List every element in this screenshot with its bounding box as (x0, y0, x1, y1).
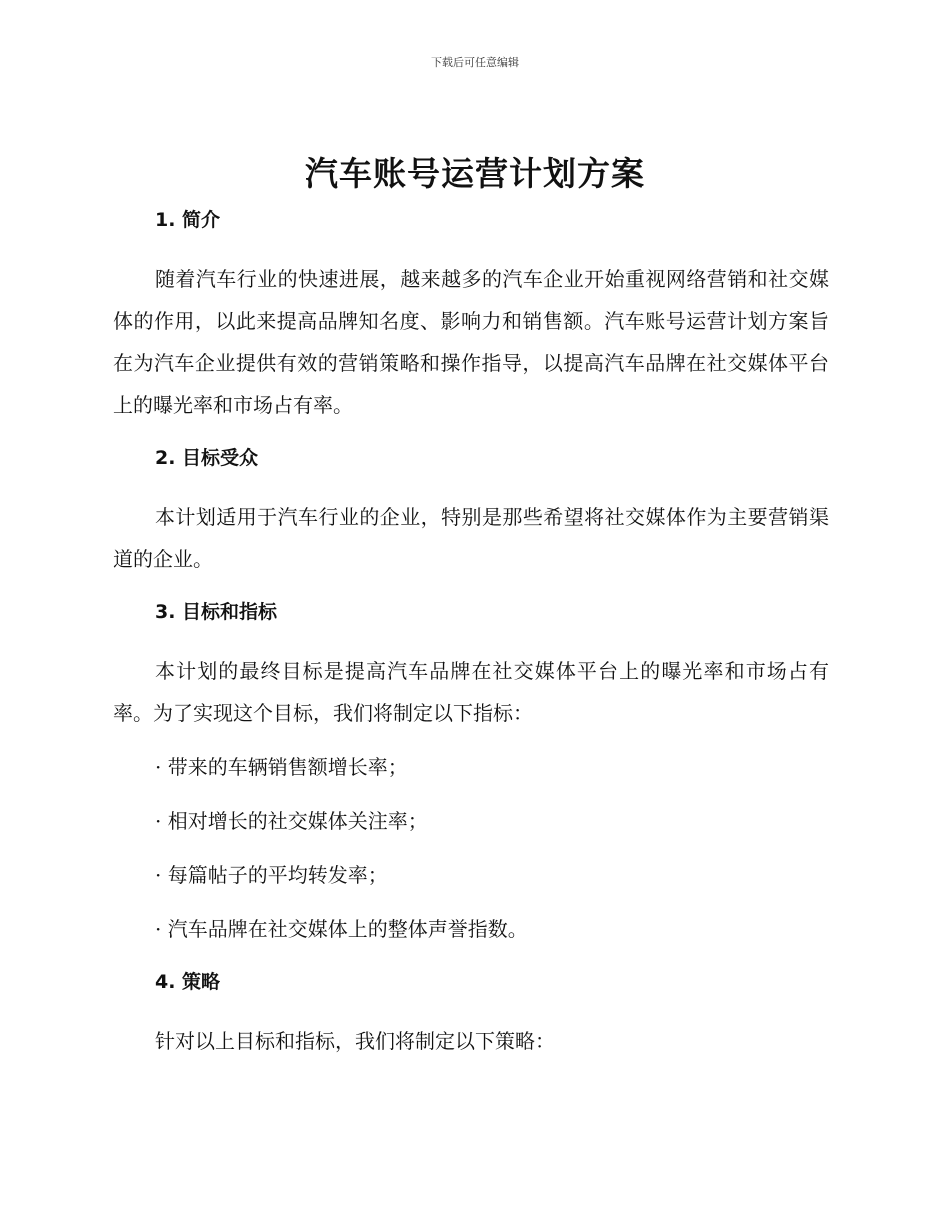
paragraph: 本计划的最终目标是提高汽车品牌在社交媒体平台上的曝光率和市场占有率。为了实现这个目标，我们将制定以下指标： (113, 659, 829, 725)
paragraph: 本计划适用于汽车行业的企业，特别是那些希望将社交媒体作为主要营销渠道的企业。 (113, 505, 829, 571)
section-heading: 1. 简介 (155, 209, 221, 231)
bullet-item: · 每篇帖子的平均转发率； (155, 863, 388, 887)
document-body (113, 200, 829, 1074)
document-title: 汽车账号运营计划方案 (305, 154, 645, 193)
section-intro (113, 200, 829, 426)
section-audience (113, 438, 829, 580)
paragraph: 随着汽车行业的快速进展，越来越多的汽车企业开始重视网络营销和社交媒体的作用，以此来提高品牌知名度、影响力和销售额。汽车账号运营计划方案旨在为汽车企业提供有效的营销策略和操作指导，以提高汽车品牌在社交媒体平台上的曝光率和市场占有率。 (113, 267, 829, 417)
bullet-item: · 汽车品牌在社交媒体上的整体声誉指数。 (155, 917, 528, 941)
bullet-item: · 带来的车辆销售额增长率； (155, 755, 408, 779)
section-heading: 2. 目标受众 (155, 447, 259, 469)
section-heading: 3. 目标和指标 (155, 601, 278, 623)
bullet-item: · 相对增长的社交媒体关注率； (155, 809, 428, 833)
section-goals (113, 592, 829, 950)
section-strategy (113, 962, 829, 1062)
section-heading: 4. 策略 (155, 971, 221, 993)
paragraph: 针对以上目标和指标，我们将制定以下策略： (155, 1029, 555, 1053)
header-note: 下载后可任意编辑 (431, 56, 519, 69)
